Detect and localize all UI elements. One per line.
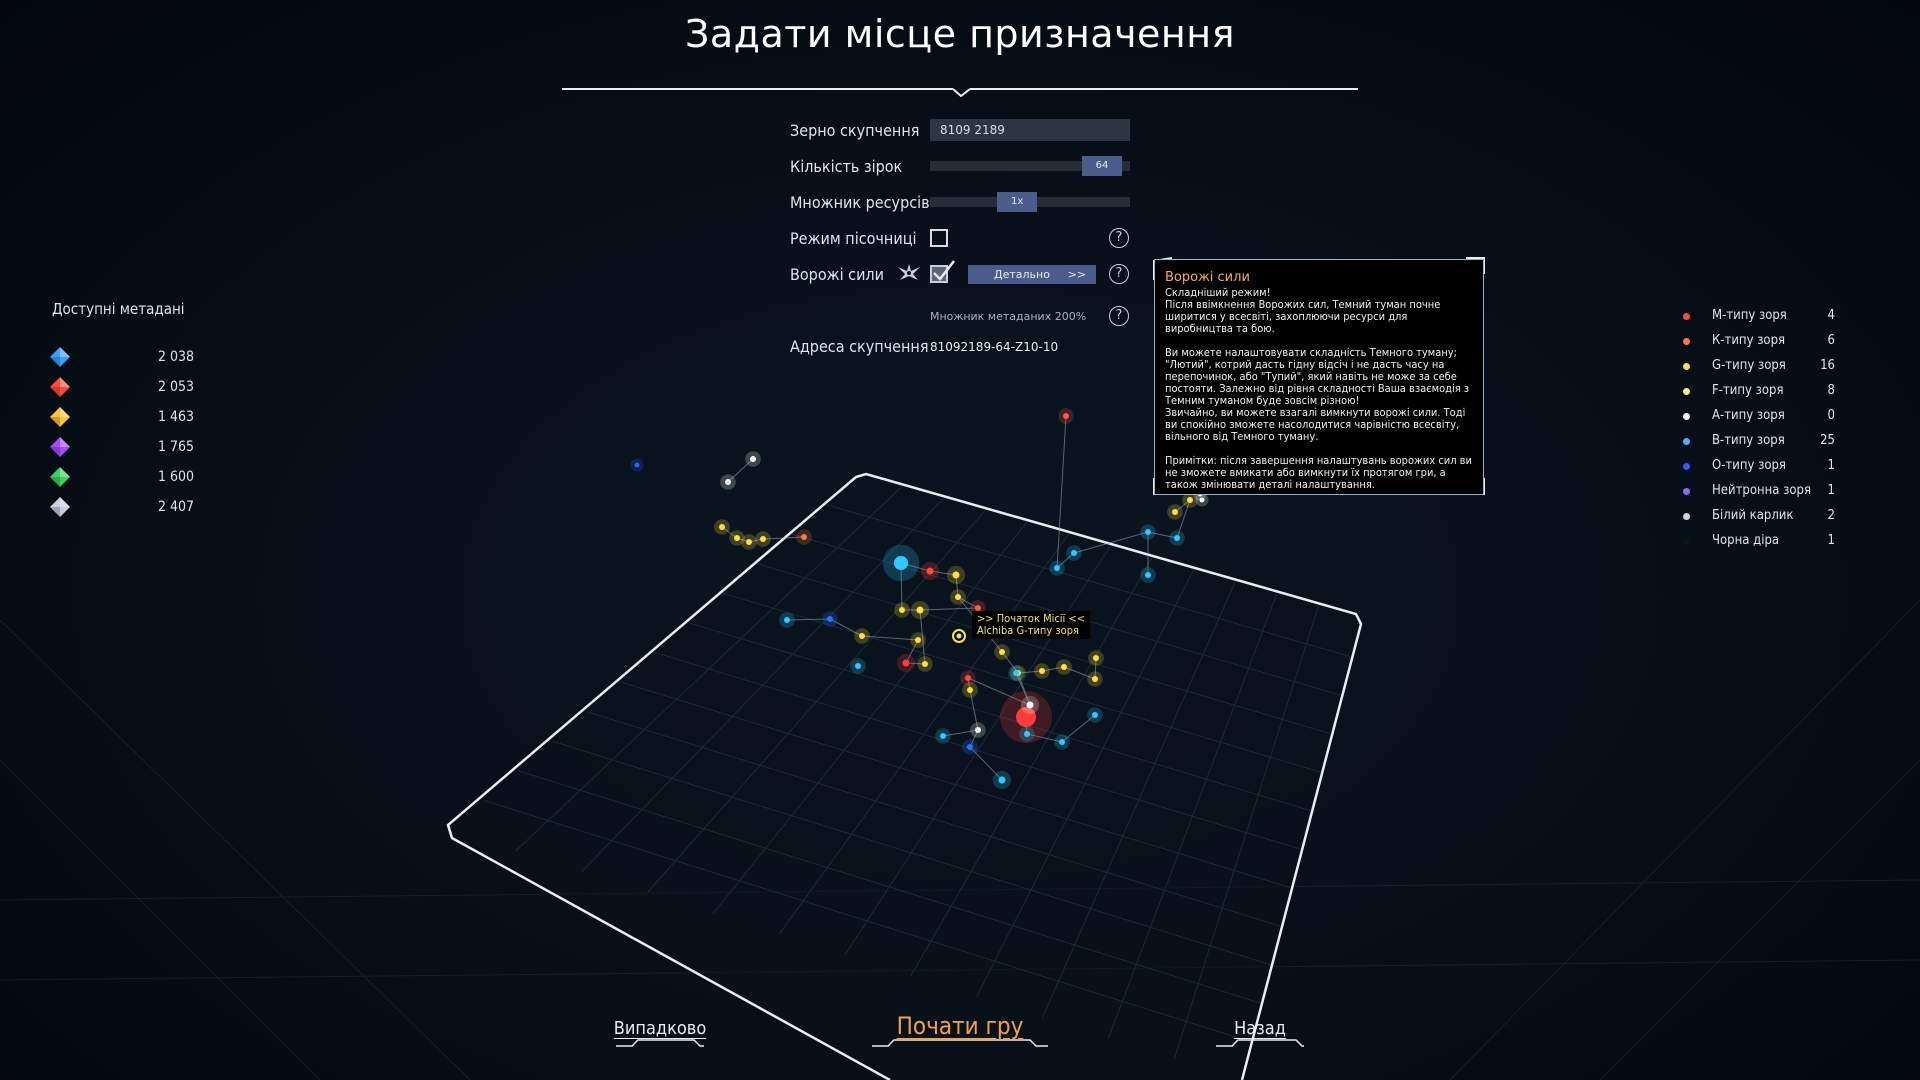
legend-count: 25 [1820,433,1835,448]
detail-arrow-icon: >> [1067,268,1086,281]
legend-dot-icon [1683,363,1690,370]
legend-row [1680,482,1835,502]
star [1027,702,1034,709]
star [955,594,961,600]
star [760,536,766,542]
resources-slider[interactable] [930,197,1130,207]
star [1172,509,1178,515]
tooltip-body: Складніший режим! Після ввімкнення Ворожих сил, Темний туман почне ширитися у всесвіті, захоплюючи ресурси для виробництва та бою. Ви можете налаштовувати складність Темного туману; "Лютий", котрий дасть гідну відсіч і не дасть часу на перепочинок, або "Тупий", який навіть не може за себе постояти. Залежно від рівня складності Ваша взаємодія з Темним туманом буде зовсім різною! Звичайно, ви можете взагалі вимкнути ворожі сили. Тоді ви спокійно зможете насолодитися чарівністю всесвіту, вільного від Темного туману. Примітки: після завершення налаштувань ворожих сил ви не зможете вмикати або вимкнути їх протягом гри, а також змінювати деталі налаштування. [1165,286,1472,491]
star [1061,664,1067,670]
star [1024,731,1030,737]
enemy-checkbox[interactable] [930,265,948,283]
star [859,633,865,639]
star [975,727,981,733]
legend-label: G-типу зоря [1712,358,1786,373]
star [1054,565,1060,571]
star [1039,668,1045,674]
enemy-tooltip [1154,259,1484,495]
star [734,535,740,541]
metadata-multiplier-text: Множник метаданих 200% [930,310,1087,323]
star [967,687,973,693]
legend-row [1680,432,1835,452]
star [1013,670,1019,676]
star [855,663,861,669]
legend-count: 2 [1827,508,1835,523]
metadata-title: Доступні метадані [52,300,185,318]
star [899,607,905,613]
legend-count: 6 [1827,333,1835,348]
legend-dot-icon [1683,463,1690,470]
legend-dot-icon [1683,313,1690,320]
star [1059,739,1065,745]
star [999,777,1006,784]
metadata-value: 2 053 [157,379,194,395]
legend-dot-icon [1683,538,1690,545]
legend-count: 1 [1827,533,1835,548]
legend-label: М-типу зоря [1712,308,1787,323]
star [953,572,960,579]
star [967,744,973,750]
legend-row [1680,307,1835,327]
green-gem-icon [48,466,72,488]
legend-count: 8 [1827,383,1835,398]
star [1092,676,1098,682]
star [635,463,640,468]
seed-input[interactable] [930,119,1130,141]
start-game-button[interactable]: Почати гру [896,1012,1024,1040]
address-value[interactable]: 81092189-64-Z10-10 [930,340,1059,354]
legend-count: 4 [1827,308,1835,323]
legend-dot-icon [1683,488,1690,495]
star [725,479,731,485]
star [801,534,807,540]
legend-row [1680,382,1835,402]
red-gem-icon [48,376,72,398]
yellow-gem-icon [48,406,72,428]
star [903,660,910,667]
resources-label: Множник ресурсів [790,193,930,212]
legend-dot-icon [1683,413,1690,420]
legend-dot-icon [1683,338,1690,345]
legend-count: 1 [1827,458,1835,473]
star [1187,497,1193,503]
tooltip-title: Ворожі сили [1165,270,1250,285]
star [827,616,833,622]
star [1145,572,1151,578]
legend-row [1680,332,1835,352]
legend-row [1680,532,1835,552]
stars-slider-handle[interactable]: 64 [1082,156,1122,176]
metadata-value: 1 600 [157,469,194,485]
legend-row [1680,457,1835,477]
enemy-help-icon[interactable]: ? [1109,264,1129,284]
legend-count: 16 [1820,358,1835,373]
star [1071,550,1077,556]
seed-label: Зерно скупчення [790,121,920,140]
enemy-emblem-icon [896,262,922,284]
star [1174,535,1180,541]
legend-label: А-типу зоря [1712,408,1785,423]
legend-row [1680,507,1835,527]
legend-dot-icon [1683,388,1690,395]
star [965,675,971,681]
sandbox-help-icon[interactable]: ? [1109,228,1129,248]
star [927,568,934,575]
legend-label: Білий карлик [1712,508,1794,523]
back-button[interactable]: Назад [1234,1018,1286,1039]
star [915,637,921,643]
legend-label: Чорна діра [1712,533,1780,548]
star [750,456,756,462]
star [784,617,790,623]
purple-gem-icon [48,436,72,458]
star [999,649,1005,655]
seed-field-box[interactable] [930,119,1130,141]
resources-slider-handle[interactable]: 1x [997,192,1037,212]
legend-label: Нейтронна зоря [1712,483,1811,498]
metadata-help-icon[interactable]: ? [1109,306,1129,326]
legend-count: 1 [1827,483,1835,498]
page-title: Задати місце призначення [685,12,1235,56]
star [1063,413,1069,419]
random-button[interactable]: Випадково [613,1018,707,1039]
legend-count: 0 [1827,408,1835,423]
stars-label: Кількість зірок [790,157,903,176]
star [1145,529,1151,535]
white-gem-icon [48,496,72,518]
metadata-value: 2 407 [157,499,194,515]
legend-row [1680,407,1835,427]
star [917,607,924,614]
star [922,661,928,667]
checkmark-icon [932,259,956,281]
sandbox-checkbox[interactable] [930,229,948,247]
address-label: Адреса скупчення [790,337,929,356]
enemy-detail-button[interactable] [968,265,1096,284]
legend-label: К-типу зоря [1712,333,1786,348]
star [719,524,725,530]
enemy-label: Ворожі сили [790,265,884,284]
star [1092,712,1098,718]
start-star-label [972,611,1090,639]
legend-label: О-типу зоря [1712,458,1786,473]
blue-gem-icon [48,346,72,368]
legend-label: F-типу зоря [1712,383,1784,398]
legend-dot-icon [1683,438,1690,445]
stars-slider[interactable] [930,161,1130,171]
metadata-value: 2 038 [157,349,194,365]
star [746,539,752,545]
legend-row [1680,357,1835,377]
star [940,733,946,739]
legend-dot-icon [1683,513,1690,520]
star [1093,655,1099,661]
legend-label: В-типу зоря [1712,433,1785,448]
star [894,556,908,570]
start-star-title: >> Початок Місії << [977,612,1086,625]
metadata-value: 1 463 [157,409,194,425]
detail-button-label: Детально [994,268,1050,281]
start-star-name: Alchiba G-типу зоря [977,624,1079,637]
metadata-value: 1 765 [157,439,194,455]
sandbox-label: Режим пісочниці [790,229,917,248]
title-underline [562,89,1358,96]
